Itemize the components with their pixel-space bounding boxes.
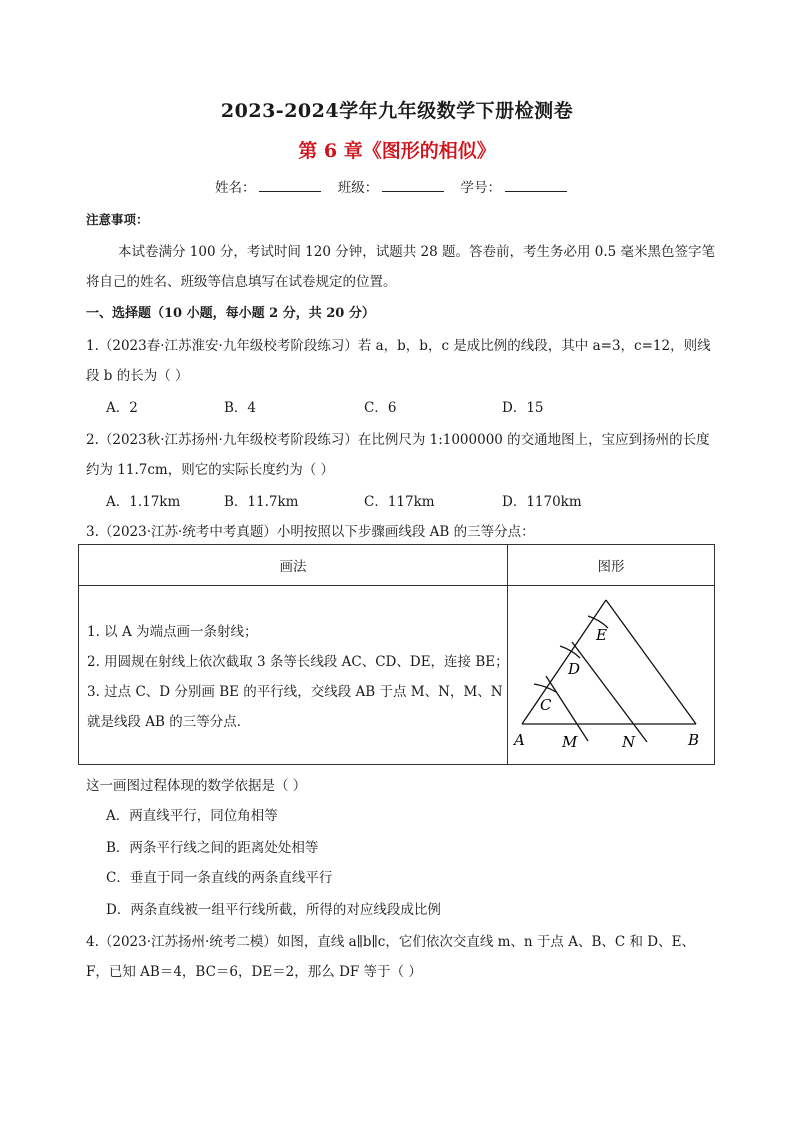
- table-header-method: 画法: [79, 545, 508, 586]
- q2-line-2: 约为 11.7cm，则它的实际长度约为（ ）: [86, 462, 335, 478]
- name-blank[interactable]: [259, 179, 321, 192]
- q2-option-c[interactable]: C．117km: [364, 494, 435, 510]
- label-m: M: [562, 733, 578, 751]
- q3-option-a[interactable]: A．两直线平行，同位角相等: [106, 808, 278, 824]
- q1-line-1: 1.（2023春·江苏淮安·九年级校考阶段练习）若 a，b，b，c 是成比例的线段，其中 a=3，c=12，则线: [86, 338, 711, 354]
- label-a: A: [514, 731, 525, 749]
- label-n: N: [622, 733, 636, 751]
- table-header-figure: 图形: [508, 545, 715, 586]
- notes-line-1: 本试卷满分 100 分，考试时间 120 分钟，试题共 28 题。答卷前，考生务必用 0.5 毫米黑色签字笔: [118, 244, 716, 260]
- chapter-title: 第 6 章《图形的相似》: [298, 140, 496, 162]
- q3-question: 这一画图过程体现的数学依据是（ ）: [86, 778, 307, 794]
- q1-option-c[interactable]: C．6: [364, 400, 397, 416]
- class-label: 班级：: [337, 180, 379, 196]
- q4-line-1: 4.（2023·江苏扬州·统考二模）如图，直线 a∥b∥c，它们依次交直线 m、n 于点 A、B、C 和 D、E、: [86, 934, 695, 950]
- notes-line-2: 将自己的姓名、班级等信息填写在试卷规定的位置。: [86, 274, 397, 290]
- q3-steps-cell: [79, 586, 508, 765]
- q3-option-c[interactable]: C．垂直于同一条直线的两条直线平行: [106, 870, 333, 886]
- q3-line-1: 3.（2023·江苏·统考中考真题）小明按照以下步骤画线段 AB 的三等分点：: [86, 524, 535, 540]
- q3-step-4: 就是线段 AB 的三等分点．: [87, 714, 251, 730]
- q2-option-b[interactable]: B．11.7km: [224, 494, 299, 510]
- q3-steps-table: [78, 544, 715, 765]
- name-label: 姓名：: [214, 180, 256, 196]
- parallel-line-cm: [546, 676, 588, 741]
- id-label: 学号：: [460, 180, 502, 196]
- parallel-line-dn: [572, 642, 647, 742]
- q3-step-2: 2. 用圆规在射线上依次截取 3 条等长线段 AC、CD、DE，连接 BE；: [87, 654, 509, 670]
- q4-line-2: F，已知 AB＝4，BC＝6，DE＝2，那么 DF 等于（ ）: [86, 964, 422, 980]
- q3-step-3: 3. 过点 C、D 分别画 BE 的平行线，交线段 AB 于点 M、N，M、N: [87, 684, 503, 700]
- id-blank[interactable]: [505, 179, 567, 192]
- label-d: D: [568, 660, 581, 678]
- label-c: C: [540, 696, 552, 714]
- q1-option-a[interactable]: A．2: [106, 400, 138, 416]
- trisection-figure: [508, 586, 715, 764]
- q3-option-d[interactable]: D．两条直线被一组平行线所截，所得的对应线段成比例: [106, 902, 441, 918]
- q3-figure-cell: [508, 586, 715, 765]
- q1-line-2: 段 b 的长为（ ）: [86, 368, 189, 384]
- q3-step-1: 1. 以 A 为端点画一条射线；: [87, 624, 258, 640]
- notes-heading: 注意事项：: [86, 212, 149, 227]
- q1-option-d[interactable]: D．15: [502, 400, 544, 416]
- q3-option-b[interactable]: B．两条平行线之间的距离处处相等: [106, 840, 319, 856]
- q1-option-b[interactable]: B．4: [224, 400, 257, 416]
- q2-line-1: 2.（2023秋·江苏扬州·九年级校考阶段练习）在比例尺为 1:1000000 的交通地图上，宝应到扬州的长度: [86, 432, 710, 448]
- exam-title: 2023-2024学年九年级数学下册检测卷: [220, 100, 574, 122]
- student-info-fields: [0, 176, 794, 196]
- class-blank[interactable]: [382, 179, 444, 192]
- label-e: E: [596, 626, 607, 644]
- q2-option-a[interactable]: A．1.17km: [106, 494, 181, 510]
- q2-option-d[interactable]: D．1170km: [502, 494, 582, 510]
- section1-heading: 一、选择题（10 小题，每小题 2 分，共 20 分）: [86, 306, 375, 321]
- label-b: B: [688, 731, 700, 749]
